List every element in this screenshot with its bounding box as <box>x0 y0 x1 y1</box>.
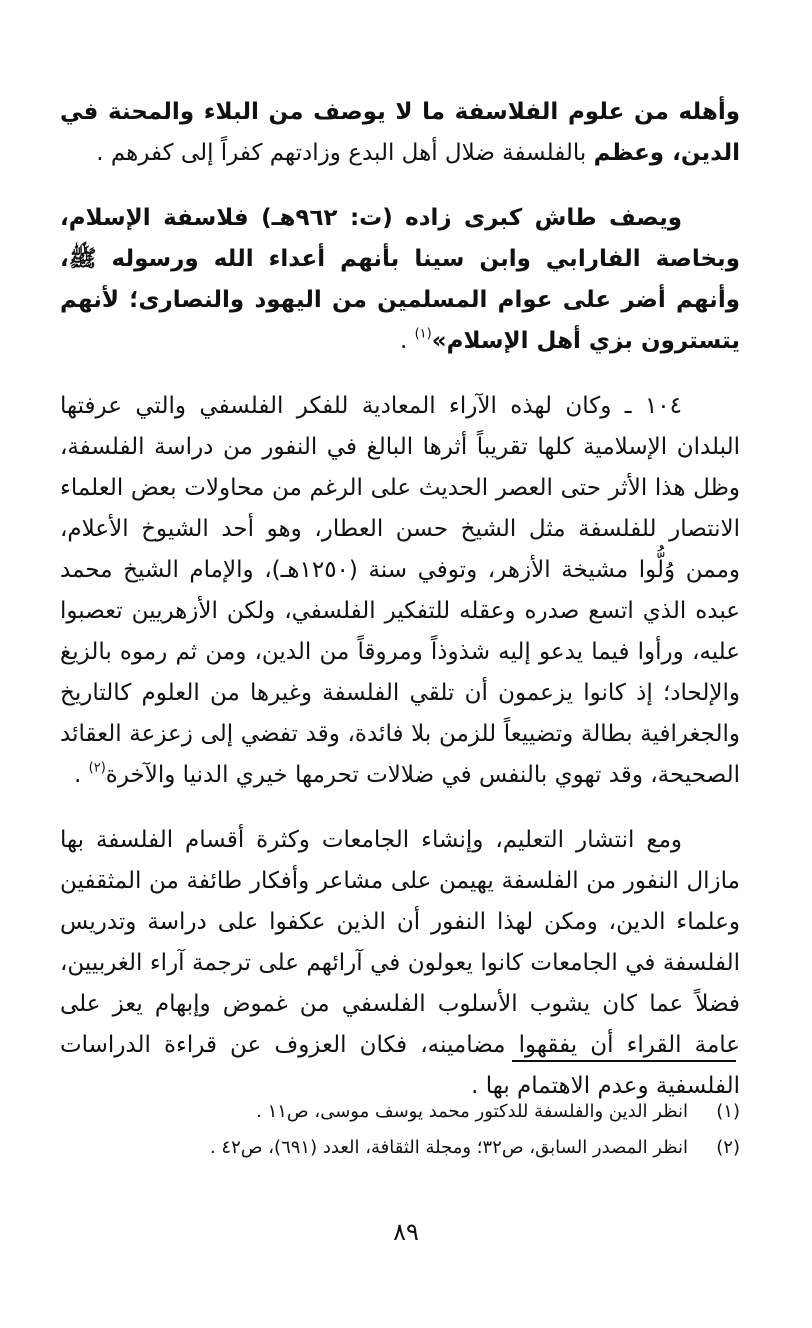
paragraph-2-end: . <box>399 328 415 354</box>
footnote-1-number: (١) <box>716 1101 740 1122</box>
paragraph-1-text: بالفلسفة ضلال أهل البدع وزادتهم كفراً إلى كفرهم . <box>96 140 587 166</box>
paragraph-4 <box>60 820 740 1107</box>
paragraph-2 <box>60 198 740 362</box>
page-number: ٨٩ <box>393 1218 419 1246</box>
paragraph-3 <box>60 386 740 796</box>
paragraph-1-bold: وأهله من علوم الفلاسفة ما لا يوصف من البلاء والمحنة في الدين، وعظم <box>60 99 740 166</box>
footnote-2 <box>60 1130 740 1166</box>
footnote-1-text: انظر الدين والفلسفة للدكتور محمد يوسف موسى، ص١١ . <box>256 1101 688 1122</box>
paragraph-1 <box>60 92 740 174</box>
footnote-1 <box>60 1094 740 1130</box>
footnote-ref-1: (١) <box>414 326 432 342</box>
footnote-2-text: انظر المصدر السابق، ص٣٢؛ ومجلة الثقافة، العدد (٦٩١)، ص٤٢ . <box>209 1137 688 1158</box>
paragraph-3-end: . <box>74 762 89 788</box>
paragraph-2-bold: ويصف طاش كبرى زاده (ت: ٩٦٢هـ) فلاسفة الإسلام، وبخاصة الفارابي وابن سينا بأنهم أعداء الله ورسوله ﷺ، وأنهم أضر على عوام المسلمين من اليهود والنصارى؛ لأنهم يتسترون بزي أهل الإسلام» <box>60 205 740 354</box>
main-text <box>60 92 740 1131</box>
footnote-ref-2: (٢) <box>88 760 106 776</box>
paragraph-4-text: ومع انتشار التعليم، وإنشاء الجامعات وكثرة أقسام الفلسفة بها مازال النفور من الفلسفة يهيمن على مشاعر وأفكار طائفة من المثقفين وعلماء الدين، ومكن لهذا النفور أن الذين عكفوا على دراسة وتدريس الفلسفة في الجامعات كانوا يعولون في آرائهم على ترجمة آراء الغربيين، فضلاً عما كان يشوب الأسلوب الفلسفي من غموض وإبهام يعز على عامة القراء أن يفقهوا مضامينه، فكان العزوف عن قراءة الدراسات الفلسفية وعدم الاهتمام بها . <box>60 827 740 1099</box>
footnotes <box>60 1094 740 1166</box>
paragraph-3-text: ١٠٤ ـ وكان لهذه الآراء المعادية للفكر الفلسفي والتي عرفتها البلدان الإسلامية كلها تقريباً أثرها البالغ في النفور من دراسة الفلسفة، وظل هذا الأثر حتى العصر الحديث على الرغم من محاولات بعض العلماء الانتصار للفلسفة مثل الشيخ حسن العطار، وهو أحد الشيوخ الأعلام، وممن وُلُّوا مشيخة الأزهر، وتوفي سنة (١٢٥٠هـ)، والإمام الشيخ محمد عبده الذي اتسع صدره وعقله للتفكير الفلسفي، ولكن الأزهريين تعصبوا عليه، ورأوا فيما يدعو إليه شذوذاً ومروقاً من الدين، ومن ثم رموه بالزيغ والإلحاد؛ إذ كانوا يزعمون أن تلقي الفلسفة وغيرها من العلوم كالتاريخ والجغرافية بطالة وتضييعاً للزمن بلا فائدة، وقد تفضي إلى زعزعة العقائد الصحيحة، وقد تهوي بالنفس في ضلالات تحرمها خيري الدنيا والآخرة <box>60 393 740 788</box>
footnote-2-number: (٢) <box>716 1137 740 1158</box>
footnote-separator <box>512 1060 736 1062</box>
